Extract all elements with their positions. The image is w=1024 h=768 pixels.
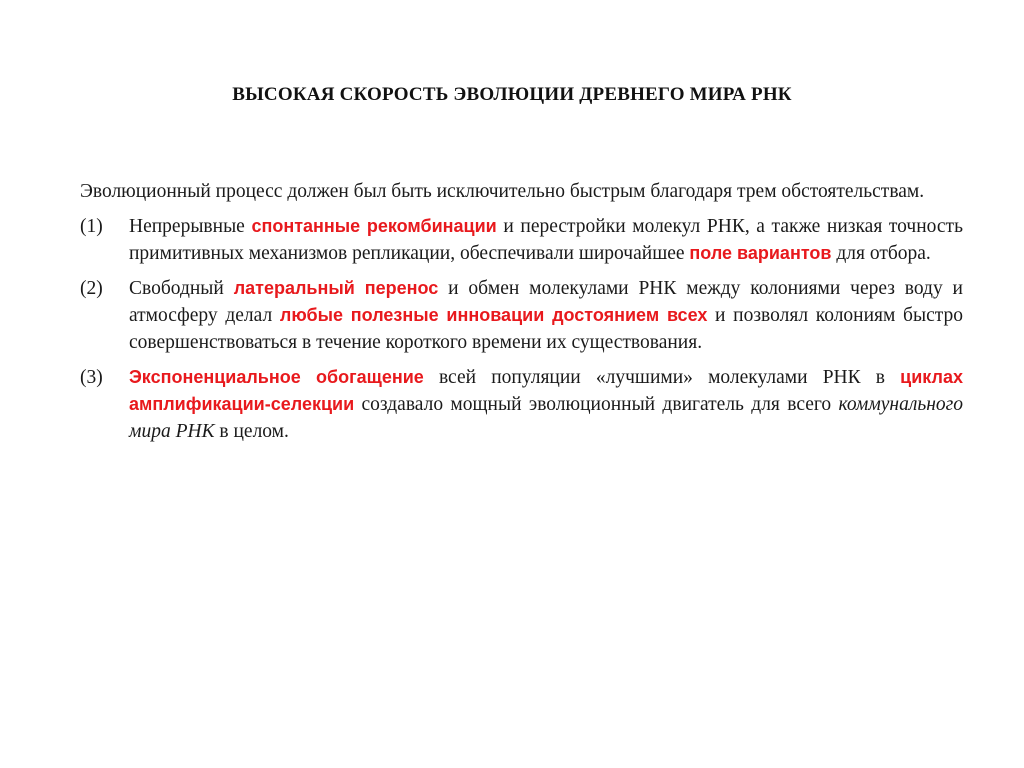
- item-text: создавало мощный эволюционный двигатель для всего: [354, 394, 839, 415]
- highlight-phrase: поле вариантов: [689, 243, 832, 263]
- item-text: Непрерывные: [129, 216, 252, 237]
- highlight-phrase: латеральный перенос: [233, 278, 439, 298]
- item-text: в целом.: [214, 421, 289, 442]
- item-text: всей популяции «лучшими» молекулами РНК в: [423, 367, 901, 388]
- item-number: (3): [80, 367, 103, 388]
- italic-phrase: коммунального мира РНК: [129, 394, 963, 442]
- item-number: (1): [80, 216, 103, 237]
- highlight-phrase: любые полезные инновации достоянием всех: [279, 305, 708, 325]
- slide-body: [80, 178, 963, 453]
- item-text: и обмен молекулами РНК между колониями через воду и атмосферу делал: [129, 278, 963, 326]
- list-item-1: [80, 213, 963, 267]
- list-item-2: [80, 275, 963, 356]
- item-text: и позволял колониям быстро совершенствоваться в течение короткого времени их существования.: [129, 305, 963, 353]
- list-item-3: [80, 364, 963, 445]
- highlight-phrase: циклах амплификации-селекции: [129, 367, 963, 414]
- highlight-phrase: Экспоненциальное обогащение: [129, 367, 424, 387]
- highlight-phrase: спонтанные рекомбинации: [251, 216, 497, 236]
- item-text: и перестройки молекул РНК, а также низкая точность примитивных механизмов репликации, обеспечивали широчайшее: [129, 216, 963, 264]
- item-text: Свободный: [129, 278, 234, 299]
- item-number: (2): [80, 278, 103, 299]
- item-text: для отбора.: [831, 243, 931, 264]
- intro-paragraph: Эволюционный процесс должен был быть исключительно быстрым благодаря трем обстоятельствам.: [80, 181, 925, 202]
- slide-title: ВЫСОКАЯ СКОРОСТЬ ЭВОЛЮЦИИ ДРЕВНЕГО МИРА РНК: [232, 84, 792, 105]
